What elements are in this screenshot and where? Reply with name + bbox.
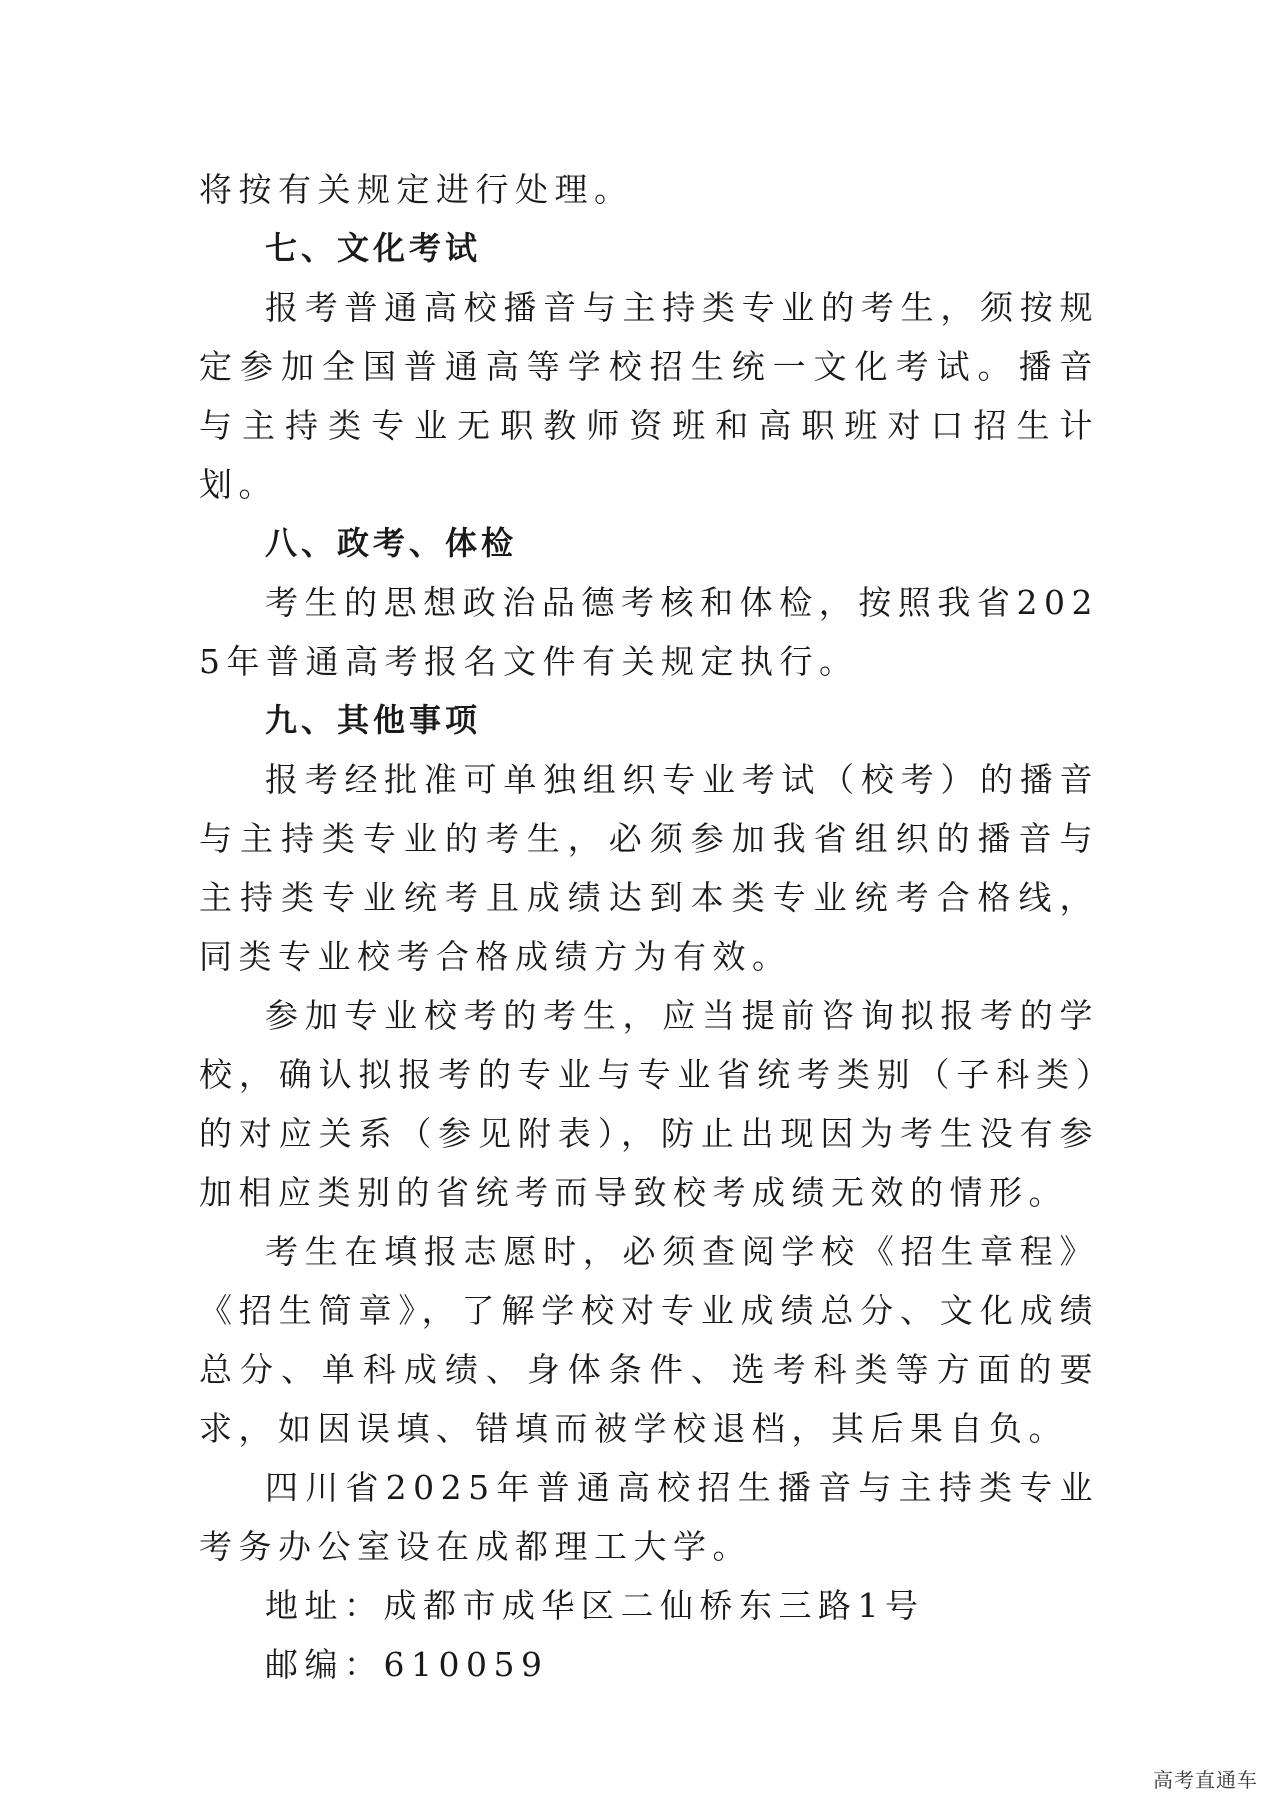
paragraph-continued: 将按有关规定进行处理。	[199, 170, 634, 209]
paragraph-7-1: 报考普通高校播音与主持类专业的考生，须按规定参加全国普通高等学校招生统一文化考试。播音与主持类专业无职教师资班和高职班对口招生计划。	[199, 288, 1099, 504]
section-heading-9: 九、其他事项	[265, 701, 482, 739]
paragraph-9-3: 考生在填报志愿时，必须查阅学校《招生章程》《招生简章》，了解学校对专业成绩总分、文化成绩总分、单科成绩、身体条件、选考科类等方面的要求，如因误填、错填而被学校退档，其后果自负。	[199, 1232, 1099, 1448]
document-body	[199, 160, 1099, 1694]
section-heading-8: 八、政考、体检	[265, 524, 518, 562]
watermark-label: 高考直通车	[1153, 1768, 1258, 1792]
section-heading-7: 七、文化考试	[265, 229, 482, 267]
postcode-line: 邮编：610059	[265, 1645, 549, 1684]
paragraph-9-1: 报考经批准可单独组织专业考试（校考）的播音与主持类专业的考生，必须参加我省组织的播音与主持类专业统考且成绩达到本类专业统考合格线，同类专业校考合格成绩方为有效。	[199, 760, 1099, 976]
address-line: 地址：成都市成华区二仙桥东三路1号	[265, 1586, 925, 1625]
paragraph-9-4: 四川省2025年普通高校招生播音与主持类专业考务办公室设在成都理工大学。	[199, 1468, 1099, 1566]
paragraph-8-1: 考生的思想政治品德考核和体检，按照我省2025年普通高考报名文件有关规定执行。	[199, 583, 1099, 681]
paragraph-9-2: 参加专业校考的考生，应当提前咨询拟报考的学校，确认拟报考的专业与专业省统考类别（子科类）的对应关系（参见附表），防止出现因为考生没有参加相应类别的省统考而导致校考成绩无效的情形。	[199, 996, 1099, 1212]
